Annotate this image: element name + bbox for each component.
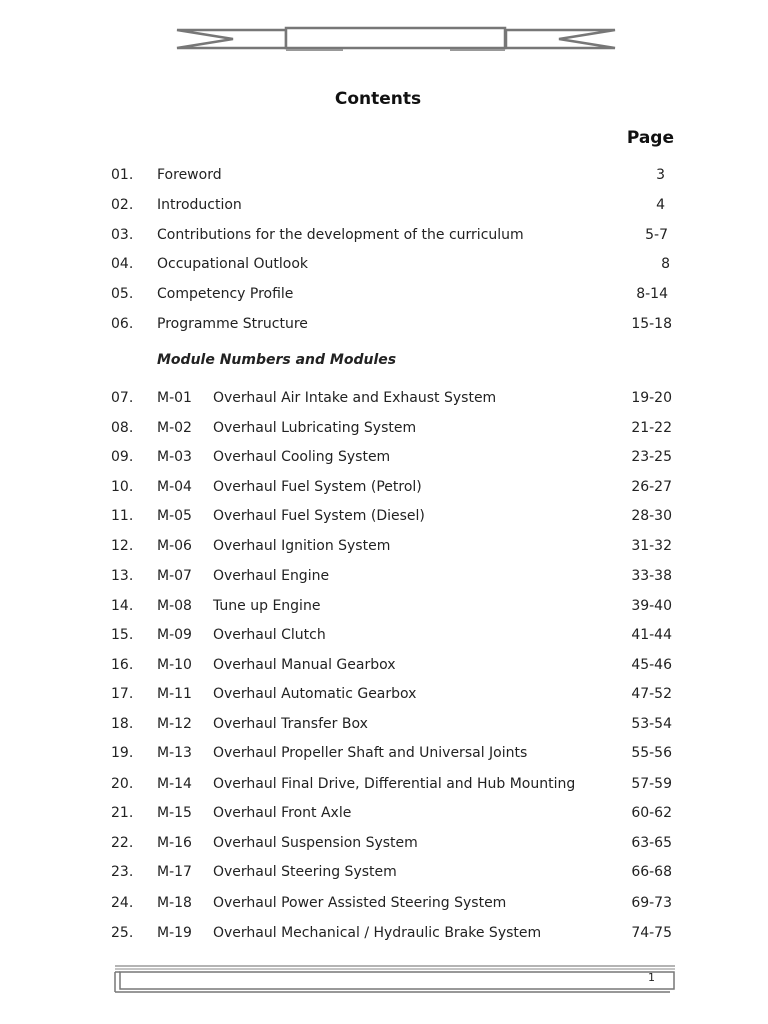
toc-row xyxy=(0,165,768,185)
toc-title: Foreword xyxy=(157,167,222,183)
module-title: Overhaul Clutch xyxy=(213,627,326,643)
module-page: 39-40 xyxy=(631,598,672,614)
toc-number: 04. xyxy=(111,256,134,272)
page-column-heading: Page xyxy=(626,128,674,148)
page-title: Contents xyxy=(334,89,422,109)
module-number: 21. xyxy=(111,805,134,821)
toc-row xyxy=(0,195,768,215)
module-page: 47-52 xyxy=(631,686,672,702)
module-row xyxy=(0,506,768,526)
module-title: Overhaul Ignition System xyxy=(213,538,391,554)
module-number: 10. xyxy=(111,479,134,495)
module-number: 14. xyxy=(111,598,134,614)
toc-number: 02. xyxy=(111,197,134,213)
module-number: 09. xyxy=(111,449,134,465)
module-code: M-05 xyxy=(157,508,192,524)
module-code: M-18 xyxy=(157,895,192,911)
toc-number: 03. xyxy=(111,227,134,243)
module-title: Overhaul Manual Gearbox xyxy=(213,657,396,673)
module-row xyxy=(0,803,768,823)
module-page: 45-46 xyxy=(631,657,672,673)
module-title: Overhaul Fuel System (Petrol) xyxy=(213,479,422,495)
module-code: M-17 xyxy=(157,864,192,880)
toc-page: 8-14 xyxy=(636,286,668,302)
module-code: M-16 xyxy=(157,835,192,851)
toc-title: Programme Structure xyxy=(157,316,308,332)
module-row xyxy=(0,536,768,556)
module-row xyxy=(0,477,768,497)
module-title: Overhaul Cooling System xyxy=(213,449,391,465)
module-row xyxy=(0,566,768,586)
module-title: Overhaul Suspension System xyxy=(213,835,418,851)
module-code: M-13 xyxy=(157,745,192,761)
module-title: Overhaul Lubricating System xyxy=(213,420,417,436)
module-title: Overhaul Power Assisted Steering System xyxy=(213,895,507,911)
module-code: M-06 xyxy=(157,538,192,554)
module-page: 23-25 xyxy=(631,449,672,465)
toc-row xyxy=(0,254,768,274)
module-page: 21-22 xyxy=(631,420,672,436)
module-code: M-07 xyxy=(157,568,192,584)
toc-row xyxy=(0,314,768,334)
module-page: 66-68 xyxy=(631,864,672,880)
module-title: Overhaul Air Intake and Exhaust System xyxy=(213,390,497,406)
header-banner-ornament xyxy=(175,22,617,58)
toc-number: 06. xyxy=(111,316,134,332)
footer-bar xyxy=(113,964,677,994)
module-title: Overhaul Transfer Box xyxy=(213,716,368,732)
module-number: 11. xyxy=(111,508,134,524)
module-page: 28-30 xyxy=(631,508,672,524)
toc-title: Competency Profile xyxy=(157,286,294,302)
module-number: 17. xyxy=(111,686,134,702)
module-number: 20. xyxy=(111,776,134,792)
toc-title: Occupational Outlook xyxy=(157,256,308,272)
toc-page: 15-18 xyxy=(631,316,672,332)
module-page: 26-27 xyxy=(631,479,672,495)
module-number: 19. xyxy=(111,745,134,761)
module-title: Overhaul Engine xyxy=(213,568,330,584)
module-title: Overhaul Fuel System (Diesel) xyxy=(213,508,425,524)
module-code: M-02 xyxy=(157,420,192,436)
module-code: M-19 xyxy=(157,925,192,941)
module-title: Overhaul Mechanical / Hydraulic Brake System xyxy=(213,925,542,941)
module-title: Tune up Engine xyxy=(213,598,321,614)
module-row xyxy=(0,447,768,467)
module-page: 53-54 xyxy=(631,716,672,732)
toc-number: 05. xyxy=(111,286,134,302)
module-number: 15. xyxy=(111,627,134,643)
module-code: M-10 xyxy=(157,657,192,673)
module-number: 23. xyxy=(111,864,134,880)
module-number: 22. xyxy=(111,835,134,851)
module-title: Overhaul Propeller Shaft and Universal Joints xyxy=(213,745,528,761)
module-page: 57-59 xyxy=(631,776,672,792)
module-page: 55-56 xyxy=(631,745,672,761)
module-title: Overhaul Steering System xyxy=(213,864,397,880)
module-row xyxy=(0,714,768,734)
module-row xyxy=(0,655,768,675)
module-number: 18. xyxy=(111,716,134,732)
module-page: 31-32 xyxy=(631,538,672,554)
module-row xyxy=(0,862,768,882)
toc-row xyxy=(0,284,768,304)
module-row xyxy=(0,388,768,408)
module-code: M-01 xyxy=(157,390,192,406)
module-row xyxy=(0,923,768,943)
toc-title: Contributions for the development of the curriculum xyxy=(157,227,524,243)
toc-number: 01. xyxy=(111,167,134,183)
module-code: M-12 xyxy=(157,716,192,732)
module-title: Overhaul Final Drive, Differential and Hub Mounting xyxy=(213,776,576,792)
module-page: 69-73 xyxy=(631,895,672,911)
module-page: 63-65 xyxy=(631,835,672,851)
module-row xyxy=(0,596,768,616)
toc-page: 8 xyxy=(661,256,670,272)
module-row xyxy=(0,625,768,645)
module-row xyxy=(0,743,768,763)
section-heading: Module Numbers and Modules xyxy=(157,352,397,368)
module-code: M-11 xyxy=(157,686,192,702)
module-page: 33-38 xyxy=(631,568,672,584)
module-code: M-08 xyxy=(157,598,192,614)
module-number: 07. xyxy=(111,390,134,406)
toc-title: Introduction xyxy=(157,197,242,213)
module-number: 12. xyxy=(111,538,134,554)
module-row xyxy=(0,833,768,853)
module-number: 24. xyxy=(111,895,134,911)
module-number: 13. xyxy=(111,568,134,584)
module-page: 41-44 xyxy=(631,627,672,643)
module-page: 60-62 xyxy=(631,805,672,821)
page-number: 1 xyxy=(648,971,655,984)
toc-row xyxy=(0,225,768,245)
module-number: 08. xyxy=(111,420,134,436)
module-page: 19-20 xyxy=(631,390,672,406)
module-number: 16. xyxy=(111,657,134,673)
module-code: M-14 xyxy=(157,776,192,792)
module-page: 74-75 xyxy=(631,925,672,941)
module-number: 25. xyxy=(111,925,134,941)
module-title: Overhaul Front Axle xyxy=(213,805,352,821)
module-row xyxy=(0,893,768,913)
module-code: M-04 xyxy=(157,479,192,495)
module-code: M-03 xyxy=(157,449,192,465)
module-row xyxy=(0,418,768,438)
module-row xyxy=(0,774,768,794)
toc-page: 3 xyxy=(656,167,665,183)
module-title: Overhaul Automatic Gearbox xyxy=(213,686,417,702)
module-row xyxy=(0,684,768,704)
toc-page: 5-7 xyxy=(645,227,668,243)
module-code: M-15 xyxy=(157,805,192,821)
module-code: M-09 xyxy=(157,627,192,643)
toc-page: 4 xyxy=(656,197,665,213)
